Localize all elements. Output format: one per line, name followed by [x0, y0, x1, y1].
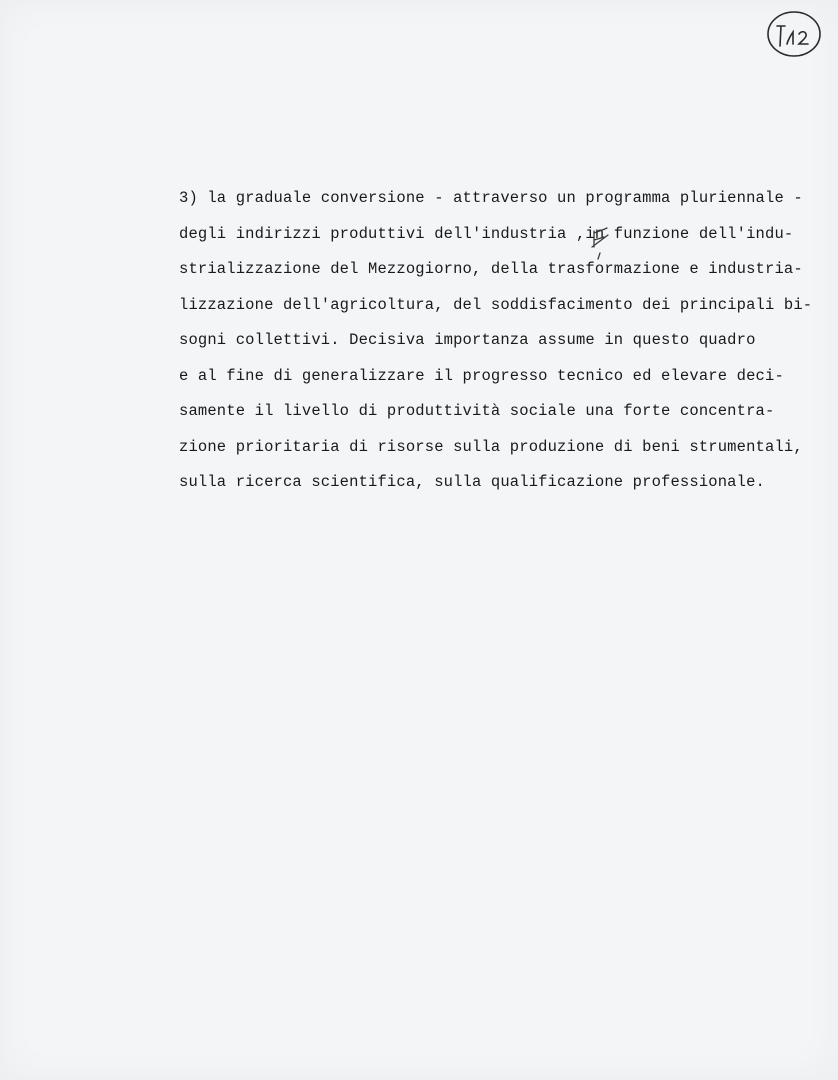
text-line: lizzazione dell'agricoltura, del soddisfacimento dei principali bi- [179, 295, 813, 314]
handwritten-correction-mark [590, 225, 612, 261]
text-line: 3) la graduale conversione - attraverso un programma pluriennale - [179, 189, 803, 207]
text-line: sulla ricerca scientifica, sulla qualificazione professionale. [179, 473, 765, 491]
text-line: zione prioritaria di risorse sulla produzione di beni strumentali, [179, 437, 803, 456]
handwritten-page-number [765, 8, 823, 60]
text-line: e al fine di generalizzare il progresso tecnico ed elevare deci- [179, 366, 784, 385]
typed-paragraph [179, 185, 834, 505]
text-line: degli indirizzi produttivi dell'industria ,in funzione dell'indu- [179, 224, 794, 243]
page-number-label [765, 8, 823, 60]
text-line: strializzazione del Mezzogiorno, della trasformazione e industria- [179, 260, 803, 278]
text-line: sogni collettivi. Decisiva importanza assume in questo quadro [179, 331, 756, 349]
text-line: samente il livello di produttività sociale una forte concentra- [179, 402, 775, 420]
correction-stroke [590, 225, 612, 261]
